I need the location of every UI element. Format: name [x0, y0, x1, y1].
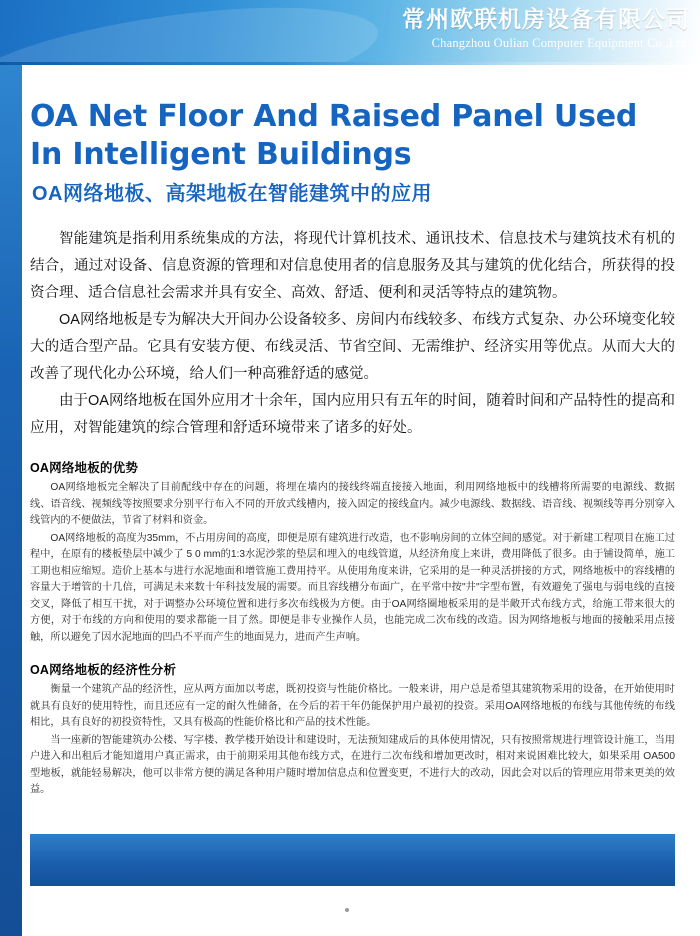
article-title-chinese: OA网络地板、高架地板在智能建筑中的应用 — [32, 183, 432, 205]
left-accent-bar — [0, 65, 22, 936]
header-divider — [0, 62, 700, 65]
article-intro — [30, 226, 675, 442]
intro-paragraph-1: 智能建筑是指利用系统集成的方法，将现代计算机技术、通讯技术、信息技术与建筑技术有机的结合，通过对设备、信息资源的管理和对信息使用者的信息服务及其与建筑的优化结合，所获得的投资合理、适合信息社会需求并具有安全、高效、舒适、便利和灵活等特点的建筑物。 — [30, 231, 675, 301]
section-heading-advantages: OA网络地板的优势 — [30, 461, 139, 475]
article-title-english: OA Net Floor And Raised Panel Used In Intelligent Buildings — [30, 99, 638, 172]
company-identity — [402, 4, 690, 52]
article-content — [30, 80, 675, 800]
company-name-chinese: 常州欧联机房设备有限公司 — [402, 6, 690, 32]
bottom-accent-block — [30, 834, 675, 886]
page-bottom-margin — [22, 886, 700, 936]
economics-paragraph-2: 当一座新的智能建筑办公楼、写字楼、教学楼开始设计和建设时，无法预知建成后的具体使用情况，只有按照常规进行埋管设计施工，当用户进入和出租后才能知道用户真正需求，由于前期采用其他布线方式，在进行二次布线和增加更改时，相对来说困难比较大，如果采用 OA500 型地板，就能轻易解决，他可以非常方便的满足各种用户随时增加信息点和位置变更，不进行大的改动，因此会对以后的管理应用带来更美的效益。 — [30, 734, 675, 795]
section-heading-economics: OA网络地板的经济性分析 — [30, 663, 177, 677]
economics-paragraph-1: 衡量一个建筑产品的经济性，应从两方面加以考虑，既初投资与性能价格比。一般来讲，用户总是希望其建筑物采用的设备，在开始使用时就具有良好的使用特性，而且还应有一定的耐久性储备，在今后的若干年仍能保护用户最初的投资。采用OA网络地板的布线与其他传统的布线相比，具有良好的初投资特性，又具有极高的性能价格比和产品的技术性能。 — [30, 684, 675, 728]
page-header-banner — [0, 0, 700, 62]
intro-paragraph-3: 由于OA网络地板在国外应用才十余年，国内应用只有五年的时间，随着时间和产品特性的提高和应用，对智能建筑的综合管理和舒适环境带来了诸多的好处。 — [30, 393, 675, 436]
section-body-economics — [30, 682, 675, 799]
company-name-english: Changzhou Oulian Computer Equipment Co.,Ltd. — [431, 36, 690, 50]
intro-paragraph-2: OA网络地板是专为解决大开间办公设备较多、房间内布线较多、布线方式复杂、办公环境变化较大的适合型产品。它具有安装方便、布线灵活、节省空间、无需维护、经济实用等优点。从而大大的改善了现代化办公环境，给人们一种高雅舒适的感觉。 — [30, 312, 675, 382]
section-body-advantages — [30, 480, 675, 646]
page-footer-dot — [345, 908, 349, 912]
advantages-paragraph-2: OA网络地板的高度为35mm，不占用房间的高度，即便是原有建筑进行改造，也不影响房间的立体空间的感觉。对于新建工程项目在施工过程中，在原有的楼板垫层中减少了 5 0 mm的1:3水泥沙浆的垫层和埋入的电线管道，从经济角度上来讲，费用降低了很多。由于铺设简单，施工工期也相应缩短。造价上基本与进行水泥地面和增管施工费用持平。从使用角度来讲，它采用的是一种灵活拼接的方式，网络地板中的容线槽的容量大于增管的十几倍，可满足未来数十年科技发展的需要。而且容线槽分布面广，在平常中按"井"字型布置，有效避免了强电与弱电线的直接交叉，降低了相互干扰，对于调整办公环境位置和进行多次布线极为方便。由于OA网络圈地板采用的是半敞开式布线方式，给施工带来很大的方便，对于布线的方向和使用的要求都能一目了然。即便是非专业操作人员，也能完成二次布线的改造。因为网络地板与地面的接触采用点接触，所以避免了因水泥地面的凹凸不平而产生的地面晃力，进而产生声响。 — [30, 532, 675, 643]
advantages-paragraph-1: OA网络地板完全解决了目前配线中存在的问题，将埋在墙内的接线终端直接接入地面，利用网络地板中的线槽将所需要的电源线、数据线、语音线、视频线等按照要求分别平行布入不同的开放式线槽内，接入固定的接线盒内。减少电源线、数据线、语音线、视频线等再分别穿入线管内的不便做法，节省了材料和资金。 — [30, 482, 675, 526]
